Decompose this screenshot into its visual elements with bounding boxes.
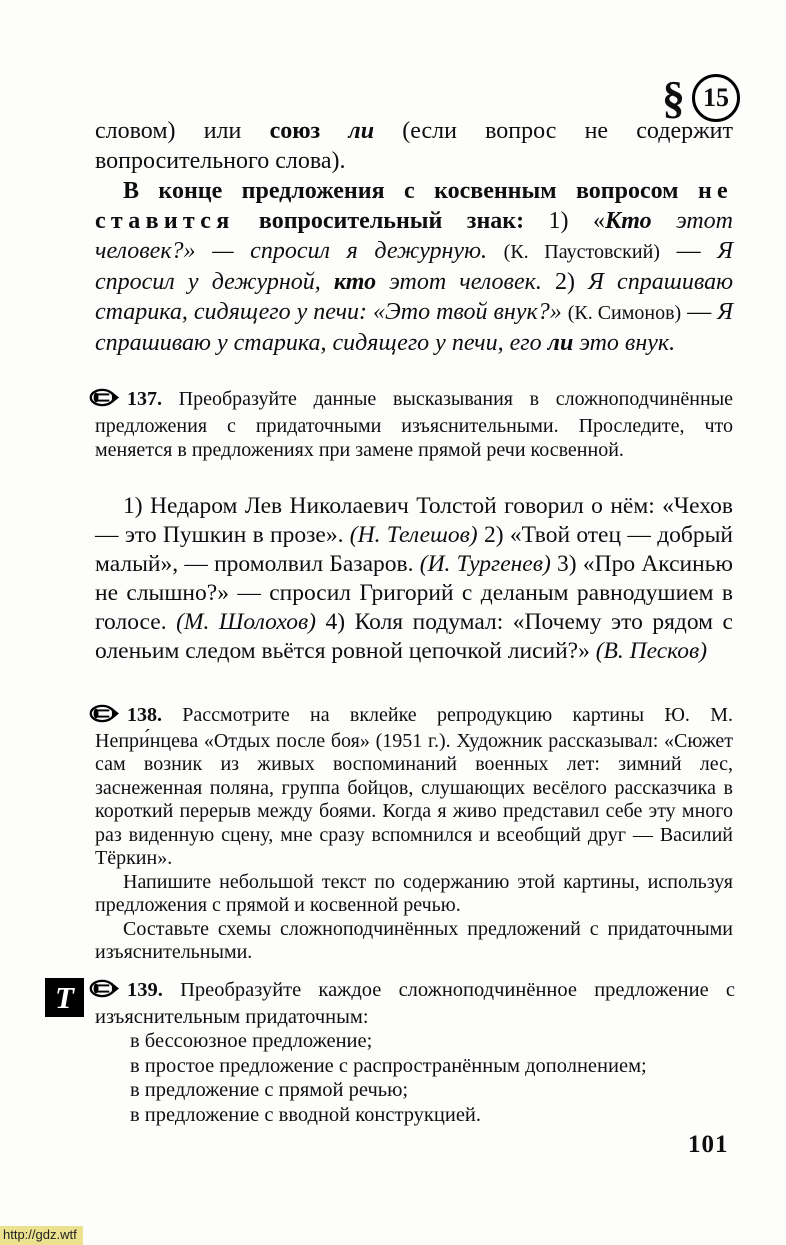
author-credit: (И. Тургенев) (419, 551, 551, 577)
exercise-139-instruction: 139. Преобразуйте каждое сложноподчинённое предложение с изъяснительным придаточным: (95, 978, 735, 1029)
exercise-138-main-text: 138. Рассмотрите на вклейке репродукцию картины Ю. М. Непри́нцева «Отдых после боя» (1951 г.). Художник рассказывал: «Сюжет сам возник из живых воспоминаний военных лет: зимний лес, заснеженная поляна, группа бойцов, слушающих весёлого рассказчика в короткий перерыв между боями. Когда я живо представил себе эту много раз виденную сцену, мне сразу вспомнился и всеобщий друг — Василий Тёркин». (95, 704, 733, 871)
paragraph-symbol: § (662, 72, 685, 123)
difficulty-marker-icon (45, 978, 84, 1017)
exercise-137-items: 1) Недаром Лев Николаевич Толстой говорил о нём: «Чехов — это Пушкин в прозе». (Н. Телешов) 2) «Твой отец — добрый малый», — промолвил Базаров. (И. Тургенев) 3) «Про Аксинью не слышно?» — спросил Григорий с деланым равнодушием в голосе. (М. Шолохов) 4) Коля подумал: «Почему это рядом с оленьим следом вьётся ровной цепочкой лисий?» (В. Песков) (95, 493, 733, 664)
exercise-number: 138. (127, 704, 162, 726)
exercise-139 (95, 978, 735, 1127)
pencil-icon (89, 979, 119, 1005)
author-credit: (В. Песков) (595, 638, 708, 664)
exercise-138-task-2: Составьте схемы сложноподчинённых предложений с придаточными изъяснительными. (95, 917, 733, 963)
exercise-139-sub-item: в простое предложение с распространённым дополнением; (130, 1054, 647, 1077)
exercise-139-sub-item: в бессоюзное предложение; (130, 1030, 373, 1052)
exercise-137-instruction (95, 387, 733, 463)
exercise-number: 137. (127, 388, 162, 410)
pencil-icon (89, 388, 119, 414)
rule-paragraph: В конце предложения с косвенным вопросом не ставится вопросительный знак: 1) «Кто этот человек?» — спросил я дежурную. (К. Паустовский) — Я спросил у дежурной, кто этот человек. 2) Я спрашиваю старика, сидящего у печи: «Это твой внук?» (К. Симонов) — Я спрашиваю у старика, сидящего у печи, его ли это внук. (95, 178, 734, 356)
section-header (662, 74, 740, 122)
difficulty-marker-letter: Т (55, 979, 74, 1015)
exercise-138-task-1: Напишите небольшой текст по содержанию этой картины, используя предложения с прямой и косвенной речью. (95, 870, 733, 916)
page-number: 101 (688, 1131, 729, 1158)
intro-rule-text (95, 116, 733, 358)
exercise-139-sub-item: в предложение с прямой речью; (130, 1079, 409, 1101)
section-number-circle (692, 74, 740, 122)
section-number: 15 (703, 83, 729, 112)
author-credit: (Н. Телешов) (349, 522, 478, 548)
exercise-139-sub-item: в предложение с вводной конструкцией. (130, 1103, 482, 1126)
exercise-number: 139. (127, 979, 163, 1001)
author-credit: (М. Шолохов) (176, 609, 317, 635)
exercise-instruction-text: Преобразуйте данные высказывания в сложноподчинённые предложения с придаточными изъяснительными. Проследите, что меняется в предложениях при замене прямой речи косвенной. (95, 388, 734, 461)
pencil-icon (89, 704, 119, 730)
author-credit: (К. Симонов) (567, 302, 682, 324)
author-credit: (К. Паустовский) (503, 241, 660, 263)
rule-paragraph-continuation: словом) или союз ли (если вопрос не содержит вопросительного слова). (95, 118, 734, 174)
exercise-138 (95, 704, 733, 965)
watermark-url: http://gdz.wtf (0, 1226, 83, 1245)
